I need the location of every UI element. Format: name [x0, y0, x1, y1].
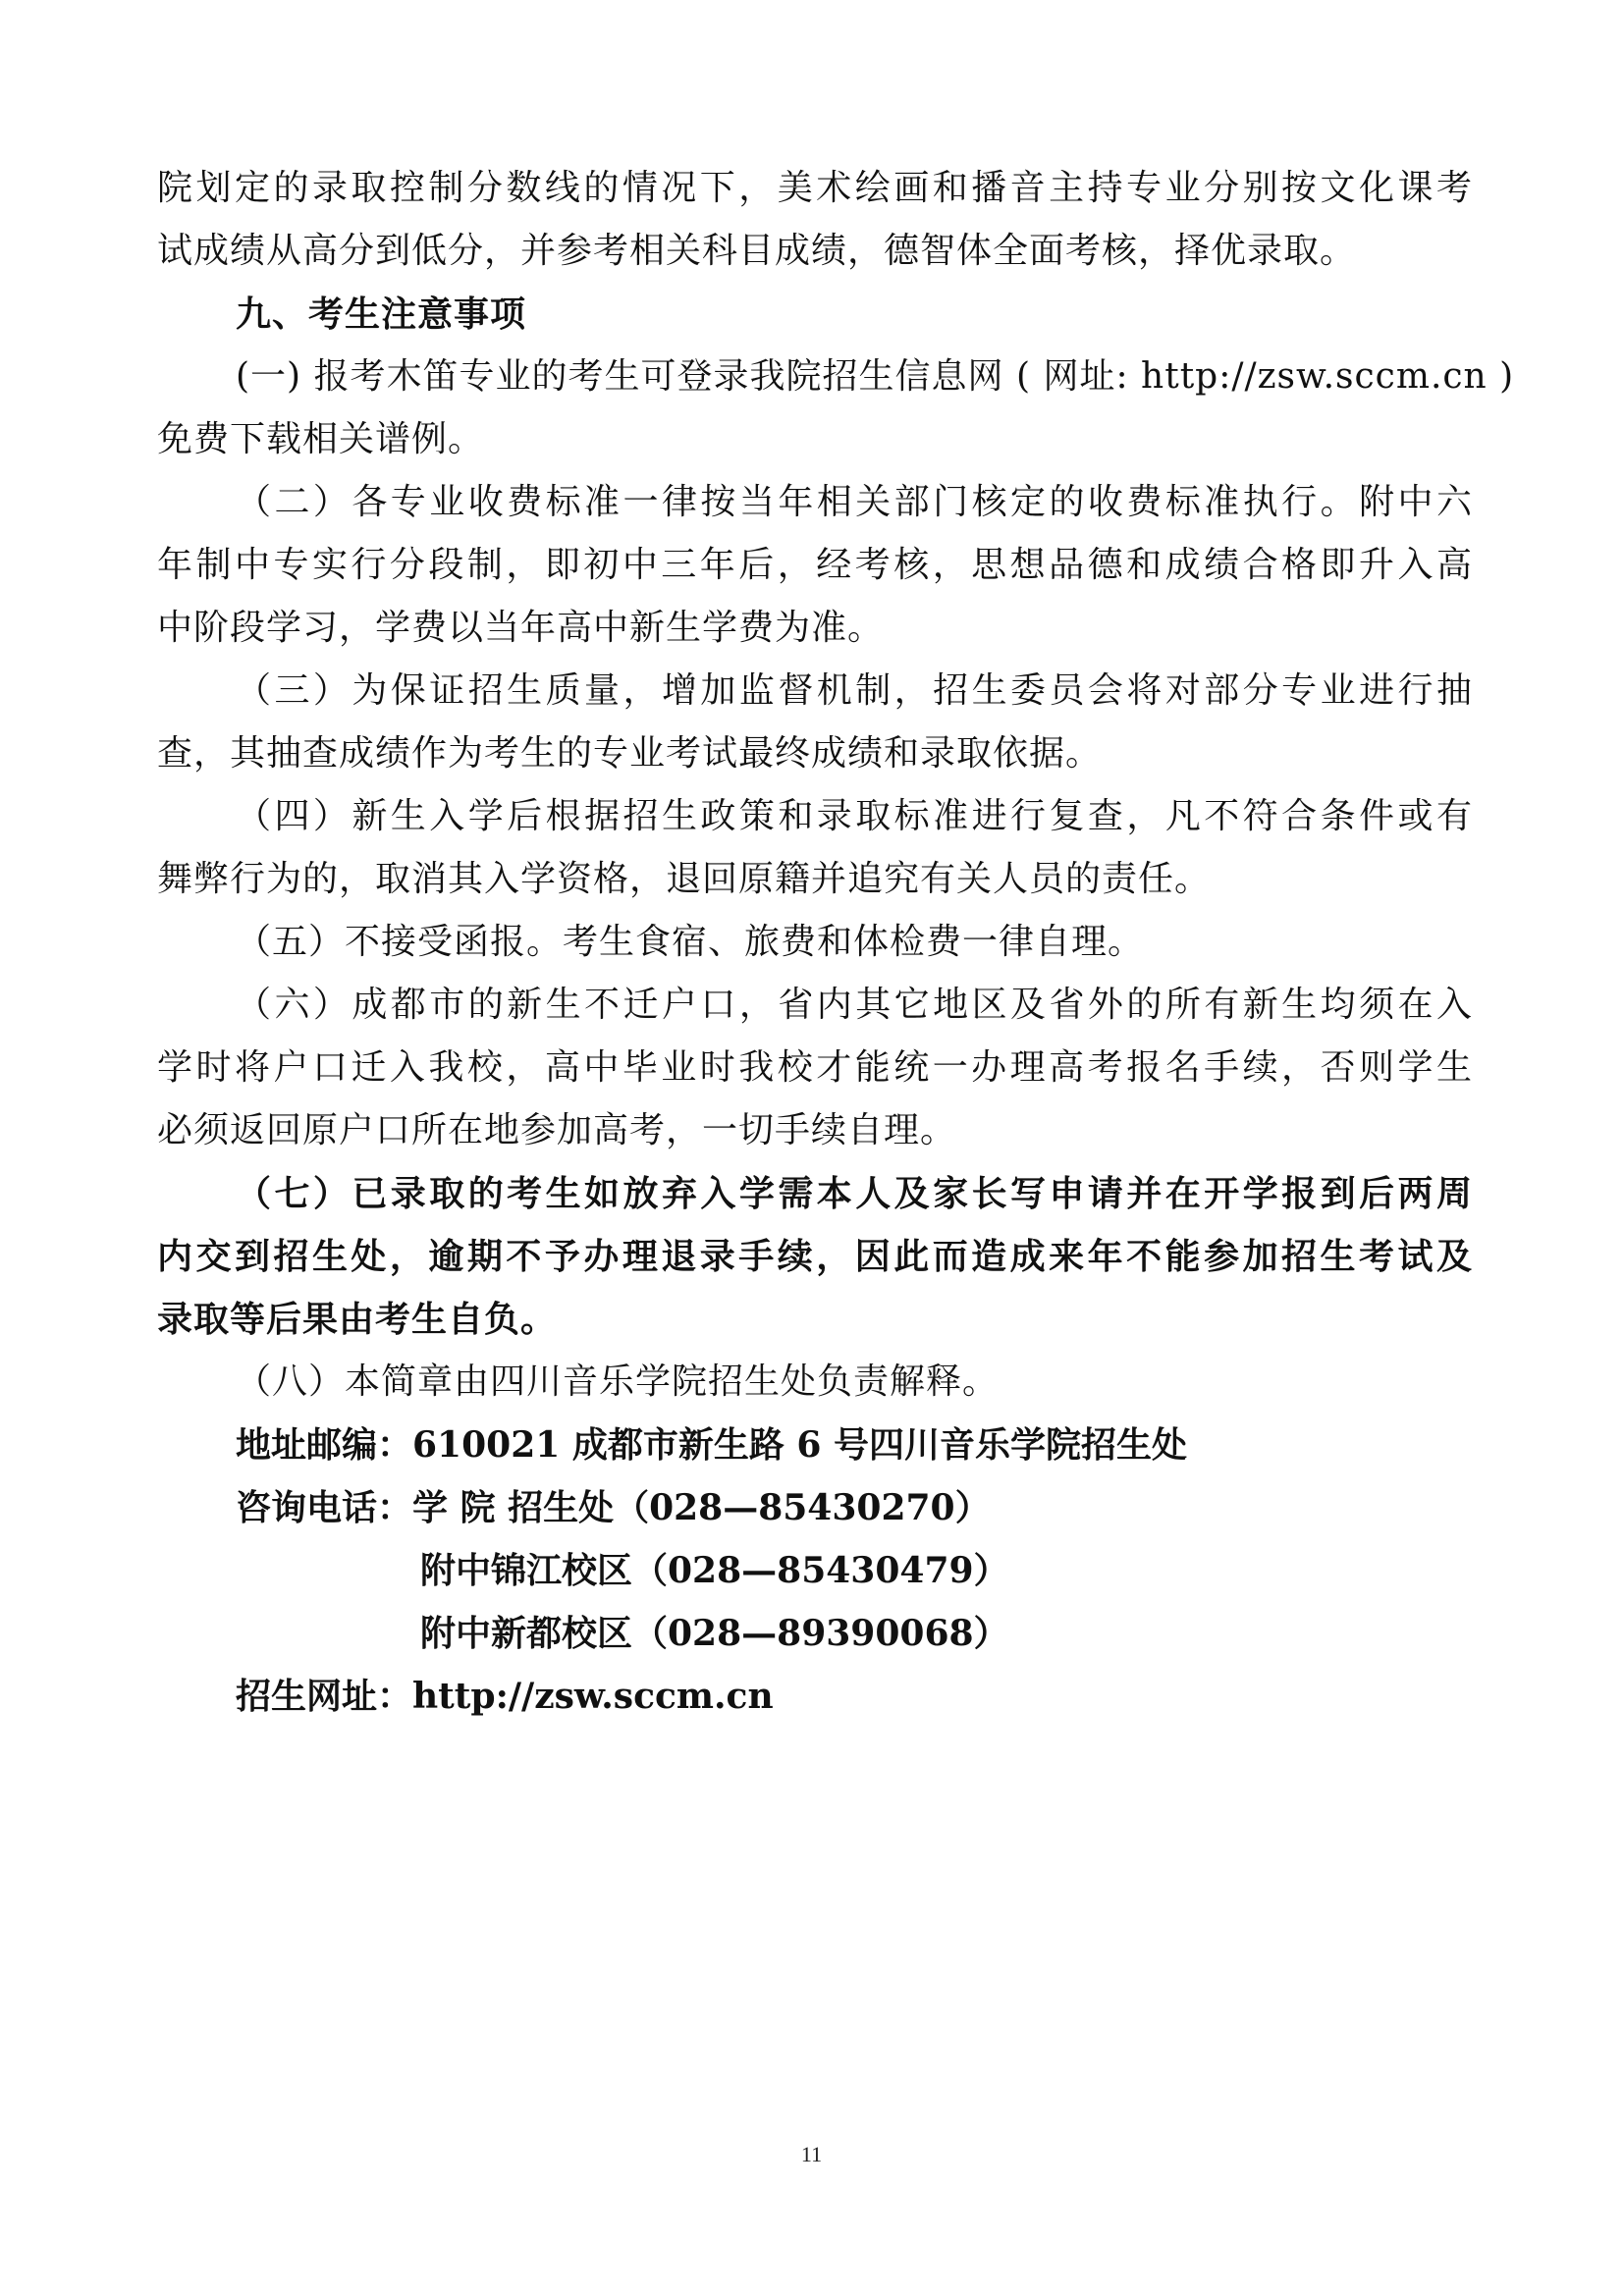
note-line: 必须返回原户口所在地参加高考，一切手续自理。 — [157, 1110, 957, 1150]
note-line: （七）已录取的考生如放弃入学需本人及家长写申请并在开学报到后两周 — [236, 1173, 1473, 1214]
note-line: 舞弊行为的，取消其入学资格，退回原籍并追究有关人员的责任。 — [157, 859, 1212, 899]
note-item-8 — [157, 1351, 1473, 1414]
note-line: 录取等后果由考生自负。 — [157, 1299, 558, 1340]
note-item-2 — [157, 471, 1473, 660]
note-item-6 — [157, 974, 1473, 1162]
paragraph-line: 院划定的录取控制分数线的情况下，美术绘画和播音主持专业分别按文化课考 — [157, 168, 1473, 208]
contact-phone-college: 咨询电话：学 院 招生处（028—85430270） — [236, 1487, 991, 1528]
note-line: 中阶段学习，学费以当年高中新生学费为准。 — [157, 608, 885, 648]
note-line: (一) 报考木笛专业的考生可登录我院招生信息网 ( 网址: http://zsw.sccm.cn ) — [236, 356, 1515, 397]
paragraph-line: 试成绩从高分到低分，并参考相关科目成绩，德智体全面考核，择优录取。 — [157, 231, 1357, 271]
section-heading: 九、考生注意事项 — [236, 294, 527, 335]
page-number: 11 — [800, 2142, 823, 2166]
note-line: （三）为保证招生质量，增加监督机制，招生委员会将对部分专业进行抽 — [236, 670, 1473, 711]
note-line: 学时将户口迁入我校，高中毕业时我校才能统一办理高考报名手续，否则学生 — [157, 1047, 1473, 1088]
note-line: （八）本简章由四川音乐学院招生处负责解释。 — [236, 1362, 1000, 1402]
note-item-7 — [157, 1162, 1473, 1351]
note-item-4 — [157, 785, 1473, 911]
note-line: 免费下载相关谱例。 — [157, 419, 485, 459]
contact-website: 招生网址：http://zsw.sccm.cn — [236, 1676, 774, 1717]
note-item-3 — [157, 660, 1473, 785]
document-page — [157, 157, 1515, 1728]
note-line: 年制中专实行分段制，即初中三年后，经考核，思想品德和成绩合格即升入高 — [157, 545, 1473, 585]
note-item-5 — [157, 911, 1473, 974]
note-line: （二）各专业收费标准一律按当年相关部门核定的收费标准执行。附中六 — [236, 482, 1473, 522]
note-line: 内交到招生处，逾期不予办理退录手续，因此而造成来年不能参加招生考试及 — [157, 1236, 1473, 1277]
note-line: （六）成都市的新生不迁户口，省内其它地区及省外的所有新生均须在入 — [236, 985, 1473, 1025]
contact-address: 地址邮编：610021 成都市新生路 6 号四川音乐学院招生处 — [236, 1424, 1187, 1466]
note-line: 查，其抽查成绩作为考生的专业考试最终成绩和录取依据。 — [157, 733, 1103, 774]
note-line: （五）不接受函报。考生食宿、旅费和体检费一律自理。 — [236, 922, 1145, 962]
contact-block — [157, 1414, 1473, 1728]
contact-phone-xindu: 附中新都校区（028—89390068） — [420, 1613, 1009, 1654]
note-item-1 — [157, 346, 1515, 471]
contact-phone-jinjiang: 附中锦江校区（028—85430479） — [420, 1550, 1009, 1591]
note-line: （四）新生入学后根据招生政策和录取标准进行复查，凡不符合条件或有 — [236, 796, 1473, 836]
